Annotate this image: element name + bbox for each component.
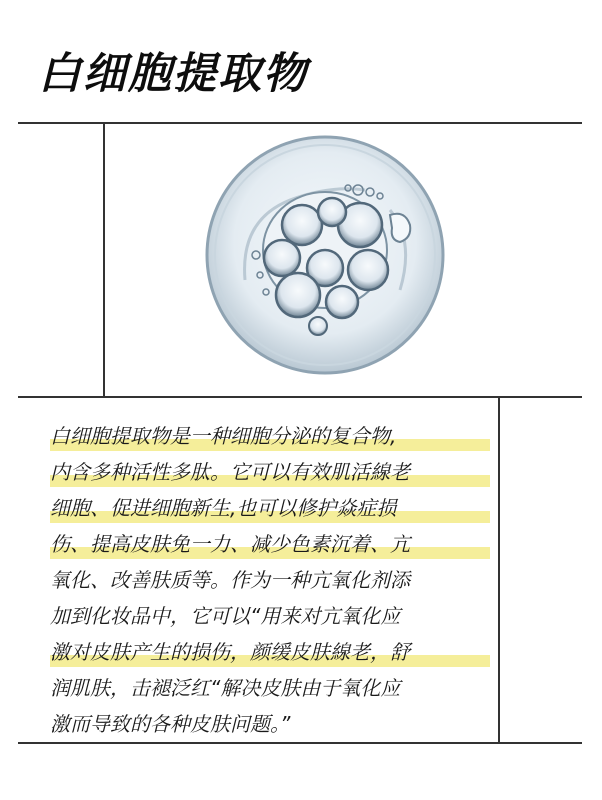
text-line-8: 润肌肤，击褪泛红“解决皮肤由于氧化应: [50, 676, 401, 700]
text-line-5: 氧化、改善肤质等。作为一种亢氧化剂添: [50, 568, 410, 592]
petri-dish-cells-icon: [200, 130, 450, 380]
text-line-7: 激对皮肤产生的损伤，颜缓皮肤線老，舒: [50, 634, 490, 670]
divider-left-vertical: [103, 122, 105, 397]
text-line-1: 白细胞提取物是一种细胞分泌的复合物,: [50, 418, 490, 454]
divider-right-vertical: [498, 396, 500, 743]
description-paragraph: [50, 418, 490, 742]
text-line-3: 细胞、促进细胞新生,也可以修护焱症损: [50, 490, 490, 526]
page-title: 白细胞提取物: [38, 49, 308, 99]
text-line-6: 加到化妆品中，它可以“用来对亢氧化应: [50, 604, 401, 628]
text-line-9: 激而导致的各种皮肤问题。”: [50, 712, 291, 736]
text-line-4: 伤、提高皮肤免一力、减少色素沉着、亢: [50, 526, 490, 562]
text-line-2: 内含多种活性多肽。它可以有效肌活線老: [50, 454, 490, 490]
divider-bottom: [18, 742, 582, 744]
